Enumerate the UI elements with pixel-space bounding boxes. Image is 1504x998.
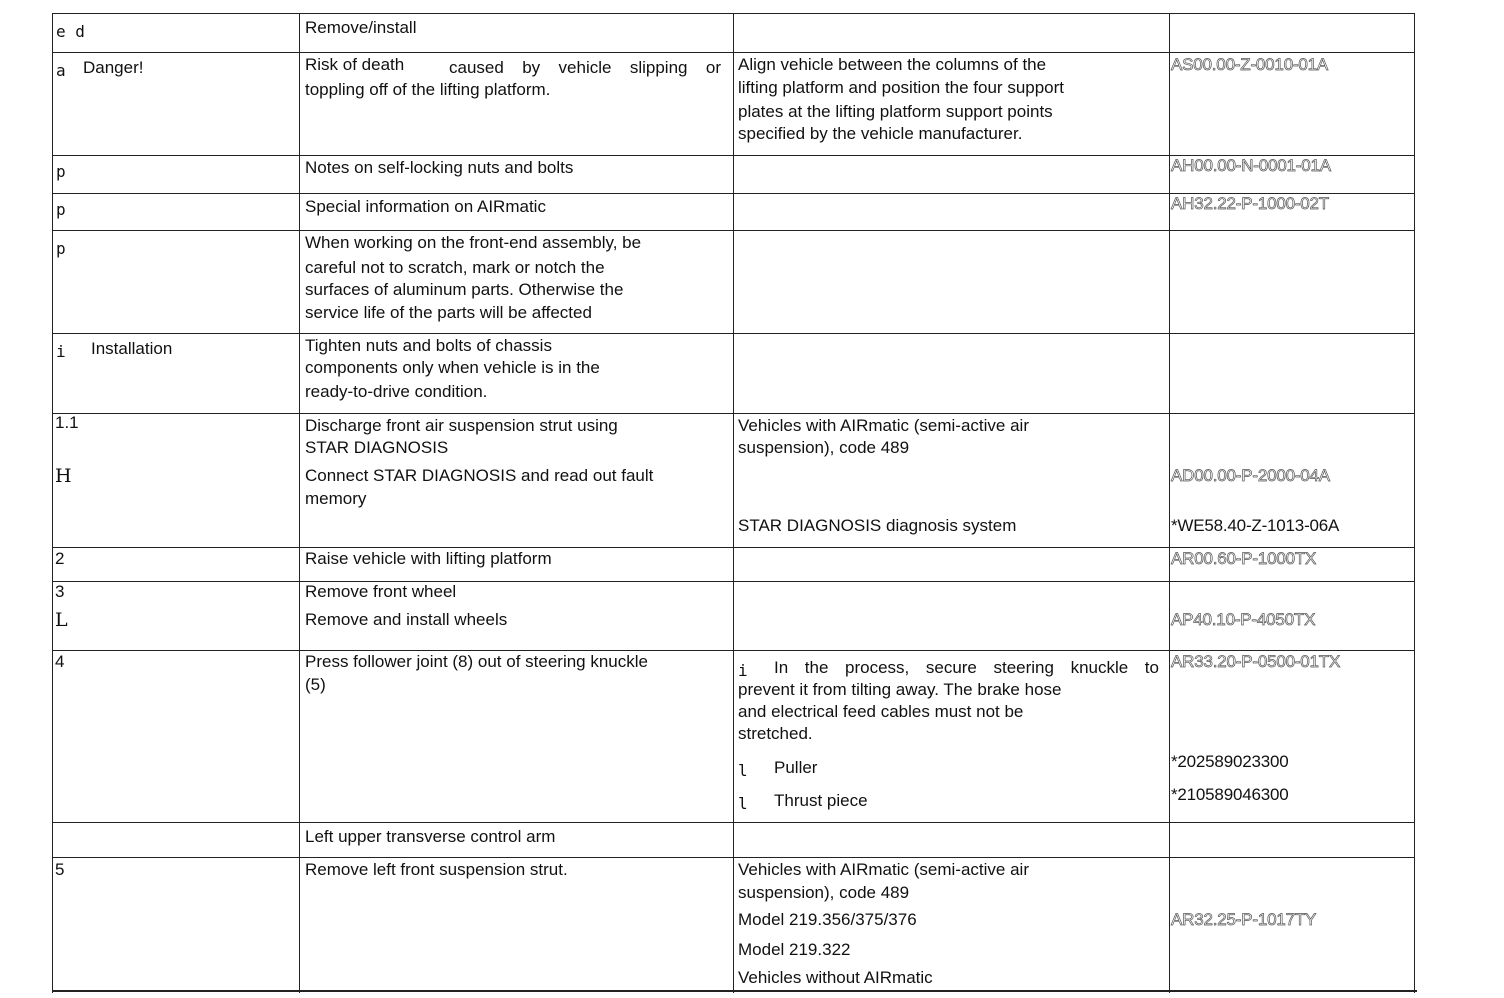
step4-text-line: Press follower joint (8) out of steering knuckle bbox=[305, 652, 648, 671]
step5-note-line: Vehicles with AIRmatic (semi-active air bbox=[738, 860, 1029, 879]
step5-doc-reference[interactable]: AR32.25-P-1017TY bbox=[1171, 910, 1317, 929]
column-divider bbox=[299, 14, 300, 993]
step4-note-first: In the process, secure steering knuckle to bbox=[774, 658, 1159, 677]
aluminum-text-line: When working on the front-end assembly, be bbox=[305, 233, 642, 252]
step11-doc-reference[interactable]: AD00.00-P-2000-04A bbox=[1171, 466, 1330, 485]
step11-note2: STAR DIAGNOSIS diagnosis system bbox=[738, 516, 1017, 535]
installation-symbol: i bbox=[56, 342, 66, 361]
column-divider bbox=[1169, 14, 1170, 993]
installation-text-line: ready-to-drive condition. bbox=[305, 382, 488, 401]
header-title: Remove/install bbox=[305, 18, 417, 37]
step4-doc-reference[interactable]: AR33.20-P-0500-01TX bbox=[1171, 652, 1341, 671]
step11-text2-line: memory bbox=[305, 489, 367, 508]
step4-note-symbol: i bbox=[738, 661, 748, 680]
step5-note3: Vehicles without AIRmatic bbox=[738, 968, 933, 987]
step5-text: Remove left front suspension strut. bbox=[305, 860, 568, 879]
step-number: 5 bbox=[55, 860, 65, 879]
danger-text-line-2: toppling off of the lifting platform. bbox=[305, 80, 551, 99]
step4-text-line: (5) bbox=[305, 675, 326, 694]
danger-label: Danger! bbox=[83, 58, 144, 77]
aluminum-text-line: surfaces of aluminum parts. Otherwise the bbox=[305, 280, 624, 299]
table-bottom-border bbox=[52, 990, 1417, 992]
step3-text2: Remove and install wheels bbox=[305, 610, 508, 629]
wheel-symbol: L bbox=[55, 609, 68, 631]
row-divider bbox=[53, 230, 1414, 231]
step2-text: Raise vehicle with lifting platform bbox=[305, 549, 552, 568]
step4-note-line: stretched. bbox=[738, 724, 813, 743]
thrust-piece-tool-reference[interactable]: *210589046300 bbox=[1171, 785, 1289, 804]
danger-note-line: specified by the vehicle manufacturer. bbox=[738, 124, 1023, 143]
step11-text-line: Discharge front air suspension strut using bbox=[305, 416, 618, 435]
danger-note-line: lifting platform and position the four support bbox=[738, 78, 1065, 97]
installation-label: Installation bbox=[91, 339, 173, 358]
row-divider bbox=[53, 413, 1414, 414]
danger-text-line-1b: caused by vehicle slipping or bbox=[449, 58, 721, 77]
puller-tool-reference[interactable]: *202589023300 bbox=[1171, 752, 1289, 771]
column-divider bbox=[733, 14, 734, 993]
diagnosis-symbol: H bbox=[55, 465, 72, 487]
step-number: 1.1 bbox=[55, 413, 79, 432]
tool-symbol: l bbox=[738, 761, 748, 780]
tool-symbol: l bbox=[738, 794, 748, 813]
tool-thrust-piece: Thrust piece bbox=[774, 791, 868, 810]
nuts-text: Notes on self-locking nuts and bolts bbox=[305, 158, 574, 177]
step-number: 2 bbox=[55, 549, 65, 568]
step-number: 3 bbox=[55, 582, 65, 601]
airmatic-symbol: p bbox=[56, 200, 66, 219]
tool-puller: Puller bbox=[774, 758, 818, 777]
step3-text: Remove front wheel bbox=[305, 582, 457, 601]
step5-model2: Model 219.322 bbox=[738, 940, 851, 959]
airmatic-text: Special information on AIRmatic bbox=[305, 197, 546, 216]
row-divider bbox=[53, 822, 1414, 823]
left-arm-text: Left upper transverse control arm bbox=[305, 827, 556, 846]
aluminum-symbol: p bbox=[56, 239, 66, 258]
aluminum-text-line: service life of the parts will be affected bbox=[305, 303, 592, 322]
row-divider bbox=[53, 857, 1414, 858]
step5-note-line: suspension), code 489 bbox=[738, 883, 910, 902]
step4-note-line: and electrical feed cables must not be bbox=[738, 702, 1024, 721]
danger-symbol: a bbox=[56, 61, 66, 80]
airmatic-doc-reference[interactable]: AH32.22-P-1000-02T bbox=[1171, 194, 1329, 213]
header-symbols: e d bbox=[56, 22, 85, 41]
aluminum-text-line: careful not to scratch, mark or notch the bbox=[305, 258, 605, 277]
nuts-symbol: p bbox=[56, 162, 66, 181]
installation-text-line: Tighten nuts and bolts of chassis bbox=[305, 336, 552, 355]
step5-model1: Model 219.356/375/376 bbox=[738, 910, 917, 929]
step11-text-line: STAR DIAGNOSIS bbox=[305, 438, 449, 457]
step11-tool-reference[interactable]: *WE58.40-Z-1013-06A bbox=[1171, 516, 1340, 535]
step11-note-line: Vehicles with AIRmatic (semi-active air bbox=[738, 416, 1029, 435]
step3-doc-reference[interactable]: AP40.10-P-4050TX bbox=[1171, 610, 1316, 629]
step-number: 4 bbox=[55, 652, 65, 671]
row-divider bbox=[53, 581, 1414, 582]
step11-text2-line: Connect STAR DIAGNOSIS and read out fault bbox=[305, 466, 654, 485]
step2-doc-reference[interactable]: AR00.60-P-1000TX bbox=[1171, 549, 1317, 568]
row-divider bbox=[53, 52, 1414, 53]
step4-note-line: prevent it from tilting away. The brake hose bbox=[738, 680, 1062, 699]
nuts-doc-reference[interactable]: AH00.00-N-0001-01A bbox=[1171, 156, 1331, 175]
danger-text-line-1a: Risk of death bbox=[305, 55, 405, 74]
installation-text-line: components only when vehicle is in the bbox=[305, 358, 600, 377]
step11-note-line: suspension), code 489 bbox=[738, 438, 910, 457]
row-divider bbox=[53, 333, 1414, 334]
danger-doc-reference[interactable]: AS00.00-Z-0010-01A bbox=[1171, 55, 1329, 74]
danger-note-line: plates at the lifting platform support points bbox=[738, 102, 1053, 121]
danger-note-line: Align vehicle between the columns of the bbox=[738, 55, 1047, 74]
